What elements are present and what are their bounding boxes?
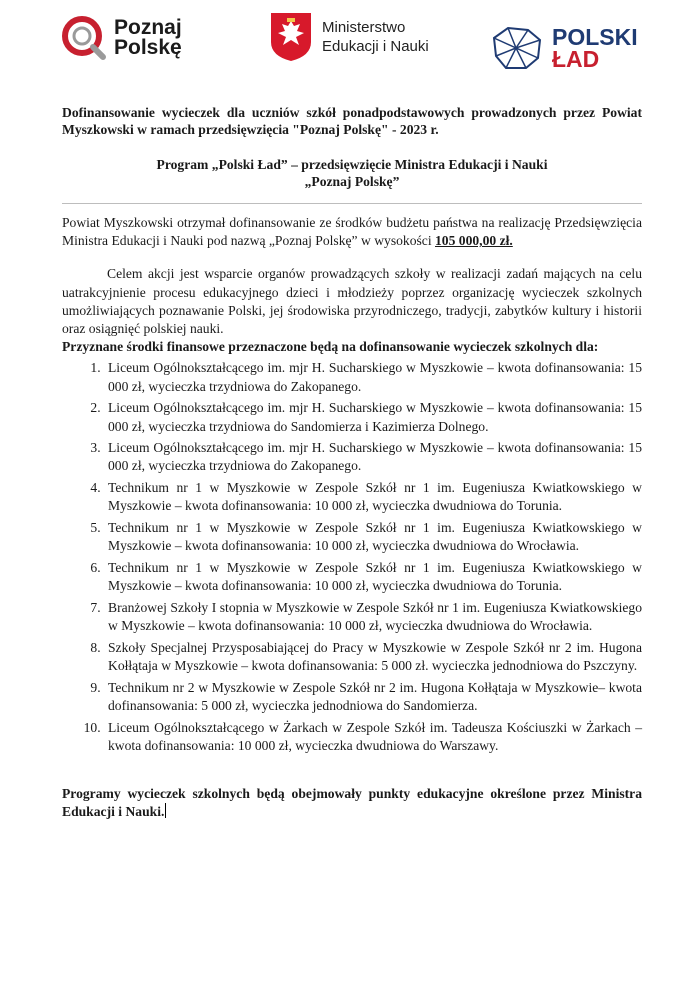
logo-header <box>0 0 674 90</box>
list-item: 8. Szkoły Specjalnej Przysposabiającej do Pracy w Myszkowie w Zespole Szkół nr 2 im. Hugona Kołłątaja w Myszkowie – kwota dofinansowania: 5 000 zł. wycieczka jednodniowa do Pszczyny. <box>104 639 642 675</box>
poznaj-polske-line1: Poznaj <box>114 16 182 39</box>
list-item: 9. Technikum nr 2 w Myszkowie w Zespole Szkół nr 2 im. Hugona Kołłątaja w Myszkowie– kwota dofinansowania: 5 000 zł, wycieczka jednodniowa do Sandomierza. <box>104 679 642 715</box>
list-item: 4. Technikum nr 1 w Myszkowie w Zespole Szkół nr 1 im. Eugeniusza Kwiatkowskiego w Myszkowie – kwota dofinansowania: 10 000 zł, wycieczka dwudniowa do Torunia. <box>104 479 642 515</box>
intro-text: Powiat Myszkowski otrzymał dofinansowanie ze środków budżetu państwa na realizację Przedsięwzięcia Ministra Edukacji i Nauki pod nazwą „Poznaj Polskę” w wysokości <box>62 215 642 249</box>
list-item: 6. Technikum nr 1 w Myszkowie w Zespole Szkół nr 1 im. Eugeniusza Kwiatkowskiego w Myszkowie – kwota dofinansowania: 10 000 zł, wycieczka dwudniowa do Torunia. <box>104 559 642 595</box>
document-body <box>62 104 642 821</box>
polski-lad-logo <box>490 24 638 72</box>
list-item: 10. Liceum Ogólnokształcącego w Żarkach w Zespole Szkół im. Tadeusza Kościuszki w Żarkach – kwota dofinansowania: 10 000 zł, wycieczka dwudniowa do Warszawy. <box>104 719 642 755</box>
list-item: 3. Liceum Ogólnokształcącego im. mjr H. Sucharskiego w Myszkowie – kwota dofinansowania: 15 000 zł, wycieczka trzydniowa do Zakopanego. <box>104 439 642 475</box>
text-cursor <box>165 803 166 818</box>
closing-text: Programy wycieczek szkolnych będą obejmowały punkty edukacyjne określone przez Ministra Edukacji i Nauki. <box>62 785 642 820</box>
intro-paragraph <box>62 214 642 250</box>
ministerstwo-logo <box>270 12 429 62</box>
funding-list <box>62 359 642 755</box>
polski-lad-line2: ŁAD <box>552 46 600 72</box>
list-item: 5. Technikum nr 1 w Myszkowie w Zespole Szkół nr 1 im. Eugeniusza Kwiatkowskiego w Myszkowie – kwota dofinansowania: 10 000 zł, wycieczka dwudniowa do Wrocławia. <box>104 519 642 555</box>
subtitle-line2: „Poznaj Polskę” <box>304 174 400 189</box>
subtitle-line1: Program „Polski Ład” – przedsięwzięcie Ministra Edukacji i Nauki <box>156 157 548 172</box>
intro-amount: 105 000,00 zł. <box>435 233 513 249</box>
polski-lad-line1: POLSKI <box>552 24 638 50</box>
closing-paragraph[interactable] <box>62 785 642 821</box>
ministerstwo-line1: Ministerstwo <box>322 19 406 36</box>
divider <box>62 203 642 204</box>
eagle-emblem-icon <box>270 12 312 62</box>
poznaj-polske-line2: Polskę <box>114 36 182 59</box>
list-item: 1. Liceum Ogólnokształcącego im. mjr H. Sucharskiego w Myszkowie – kwota dofinansowania: 15 000 zł, wycieczka trzydniowa do Zakopanego. <box>104 359 642 395</box>
document-subtitle <box>62 156 642 190</box>
aim-paragraph: Celem akcji jest wsparcie organów prowadzących szkoły w realizacji zadań mających na celu uatrakcyjnienie procesu edukacyjnego dzieci i młodzieży poprzez organizację wycieczek szkolnych umożliwiających poznawanie Polski, jej środowiska przyrodniczego, tradycji, zabytków kultury i historii oraz osiągnięć polskiej nauki. <box>62 266 642 337</box>
list-item: 2. Liceum Ogólnokształcącego im. mjr H. Sucharskiego w Myszkowie – kwota dofinansowania: 15 000 zł, wycieczka trzydniowa do Sandomierza i Kazimierza Dolnego. <box>104 399 642 435</box>
list-lead: Przyznane środki finansowe przeznaczone będą na dofinansowanie wycieczek szkolnych dla: <box>62 339 599 355</box>
document-title: Dofinansowanie wycieczek dla uczniów szkół ponadpodstawowych prowadzonych przez Powiat Myszkowski w ramach przedsięwzięcia "Poznaj Polskę" - 2023 r. <box>62 105 642 137</box>
poznaj-polske-logo <box>62 16 182 60</box>
list-item: 7. Branżowej Szkoły I stopnia w Myszkowie w Zespole Szkół nr 1 im. Eugeniusza Kwiatkowskiego w Myszkowie – kwota dofinansowania: 10 000 zł, wycieczka dwudniowa do Wrocławia. <box>104 599 642 635</box>
poland-outline-icon <box>490 24 544 72</box>
magnifier-logo-icon <box>62 16 106 60</box>
ministerstwo-line2: Edukacji i Nauki <box>322 38 429 55</box>
